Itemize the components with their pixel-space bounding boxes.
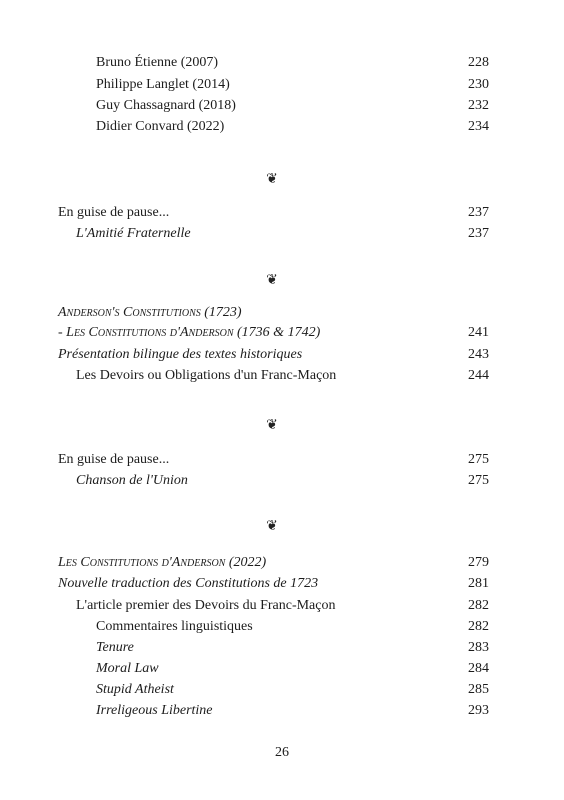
toc-entry [0, 303, 564, 323]
toc-entry-page: 282 [468, 598, 489, 613]
toc-entry-label: Anderson's Constitutions (1723) [58, 305, 242, 320]
toc-entry [0, 345, 564, 365]
toc-entry [0, 203, 564, 223]
toc-entry-label: Commentaires linguistiques [96, 619, 253, 634]
toc-entry [0, 638, 564, 658]
toc-entry-page: 282 [468, 619, 489, 634]
toc-entry [0, 75, 564, 95]
toc-entry [0, 96, 564, 116]
toc-entry-label: Didier Convard (2022) [96, 119, 225, 134]
toc-entry [0, 471, 564, 491]
toc-entry-label: Bruno Étienne (2007) [96, 55, 219, 70]
toc-entry [0, 224, 564, 244]
toc-entry-page: 237 [468, 226, 489, 241]
toc-entry-label: Tenure [96, 640, 134, 655]
toc-entry-page: 285 [468, 682, 489, 697]
toc-entry [0, 701, 564, 721]
toc-entry [0, 574, 564, 594]
toc-entry-label: Les Devoirs ou Obligations d'un Franc-Maçon [76, 368, 337, 383]
toc-entry-page: 275 [468, 473, 489, 488]
toc-entry-label: Stupid Atheist [96, 682, 174, 697]
toc-entry [0, 659, 564, 679]
toc-entry-page: 283 [468, 640, 489, 655]
toc-entry-page: 232 [468, 98, 489, 113]
toc-entry-label: - Les Constitutions d'Anderson (1736 & 1742) [58, 325, 321, 340]
toc-entry [0, 117, 564, 137]
fleuron-ornament-icon: ❦ [266, 519, 278, 534]
toc-entry [0, 323, 564, 343]
toc-entry-label: Moral Law [96, 661, 159, 676]
toc-entry-label: L'article premier des Devoirs du Franc-Maçon [76, 598, 336, 613]
toc-entry-page: 284 [468, 661, 489, 676]
toc-entry-page: 293 [468, 703, 489, 718]
toc-entry-label: Présentation bilingue des textes historiques [58, 347, 303, 362]
toc-entry-page: 243 [468, 347, 489, 362]
fleuron-ornament-icon: ❦ [266, 273, 278, 288]
toc-entry-label: En guise de pause... [58, 205, 170, 220]
toc-entry-label: Philippe Langlet (2014) [96, 77, 230, 92]
toc-entry-page: 237 [468, 205, 489, 220]
toc-entry [0, 617, 564, 637]
toc-entry [0, 553, 564, 573]
fleuron-ornament-icon: ❦ [266, 418, 278, 433]
toc-entry-page: 275 [468, 452, 489, 467]
toc-entry-page: 279 [468, 555, 489, 570]
toc-entry-page: 244 [468, 368, 489, 383]
toc-entry-page: 234 [468, 119, 489, 134]
toc-entry-page: 228 [468, 55, 489, 70]
fleuron-ornament-icon: ❦ [266, 172, 278, 187]
toc-entry [0, 596, 564, 616]
toc-entry-label: Guy Chassagnard (2018) [96, 98, 236, 113]
toc-entry-page: 230 [468, 77, 489, 92]
toc-entry-label: Chanson de l'Union [76, 473, 188, 488]
toc-entry-label: Les Constitutions d'Anderson (2022) [58, 555, 267, 570]
toc-entry-page: 281 [468, 576, 489, 591]
toc-entry [0, 366, 564, 386]
toc-entry [0, 450, 564, 470]
toc-entry-label: Irreligeous Libertine [96, 703, 213, 718]
toc-entry [0, 680, 564, 700]
toc-entry-label: Nouvelle traduction des Constitutions de 1723 [58, 576, 319, 591]
page-number: 26 [275, 745, 289, 760]
toc-entry-label: En guise de pause... [58, 452, 170, 467]
toc-entry-page: 241 [468, 325, 489, 340]
toc-entry-label: L'Amitié Fraternelle [76, 226, 191, 241]
toc-entry [0, 53, 564, 73]
